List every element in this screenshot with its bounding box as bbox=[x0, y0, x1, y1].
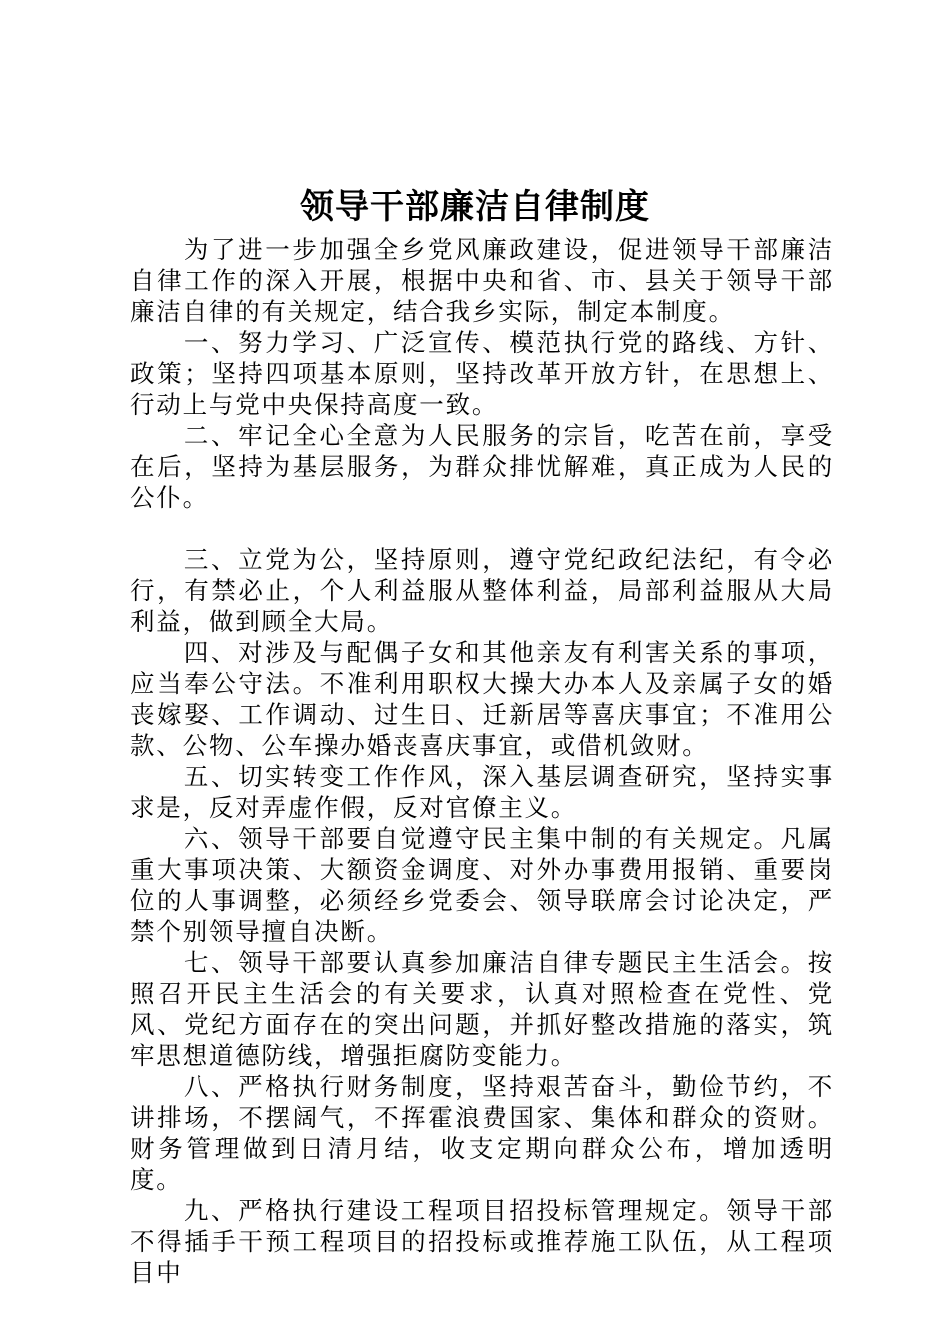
document-body bbox=[130, 234, 834, 1288]
paragraph-8: 八、严格执行财务制度，坚持艰苦奋斗，勤俭节约，不讲排场，不摆阔气，不挥霍浪费国家、集体和群众的资财。财务管理做到日清月结，收支定期向群众公布，增加透明度。 bbox=[130, 1072, 834, 1194]
paragraph-4: 四、对涉及与配偶子女和其他亲友有利害关系的事项，应当奉公守法。不准利用职权大操大办本人及亲属子女的婚丧嫁娶、工作调动、过生日、迁新居等喜庆事宜；不准用公款、公物、公车操办婚丧喜庆事宜，或借机敛财。 bbox=[130, 638, 834, 760]
document-title: 领导干部廉洁自律制度 bbox=[300, 187, 650, 227]
paragraph-2: 二、牢记全心全意为人民服务的宗旨，吃苦在前，享受在后，坚持为基层服务，为群众排忧解难，真正成为人民的公仆。 bbox=[130, 421, 834, 512]
paragraph-6: 六、领导干部要自觉遵守民主集中制的有关规定。凡属重大事项决策、大额资金调度、对外办事费用报销、重要岗位的人事调整，必须经乡党委会、领导联席会讨论决定，严禁个别领导擅自决断。 bbox=[130, 824, 834, 946]
paragraph-1: 一、努力学习、广泛宣传、模范执行党的路线、方针、政策；坚持四项基本原则，坚持改革开放方针，在思想上、行动上与党中央保持高度一致。 bbox=[130, 328, 834, 419]
paragraph-9: 九、严格执行建设工程项目招投标管理规定。领导干部不得插手干预工程项目的招投标或推荐施工队伍，从工程项目中 bbox=[130, 1196, 834, 1287]
paragraph-7: 七、领导干部要认真参加廉洁自律专题民主生活会。按照召开民主生活会的有关要求，认真对照检查在党性、党风、党纪方面存在的突出问题，并抓好整改措施的落实，筑牢思想道德防线，增强拒腐防变能力。 bbox=[130, 948, 834, 1070]
paragraph-5: 五、切实转变工作作风，深入基层调查研究，坚持实事求是，反对弄虚作假，反对官僚主义。 bbox=[130, 762, 834, 822]
paragraph-3: 三、立党为公，坚持原则，遵守党纪政纪法纪，有令必行，有禁必止，个人利益服从整体利益，局部利益服从大局利益，做到顾全大局。 bbox=[130, 545, 834, 636]
paragraph-intro: 为了进一步加强全乡党风廉政建设，促进领导干部廉洁自律工作的深入开展，根据中央和省、市、县关于领导干部廉洁自律的有关规定，结合我乡实际，制定本制度。 bbox=[130, 235, 834, 326]
